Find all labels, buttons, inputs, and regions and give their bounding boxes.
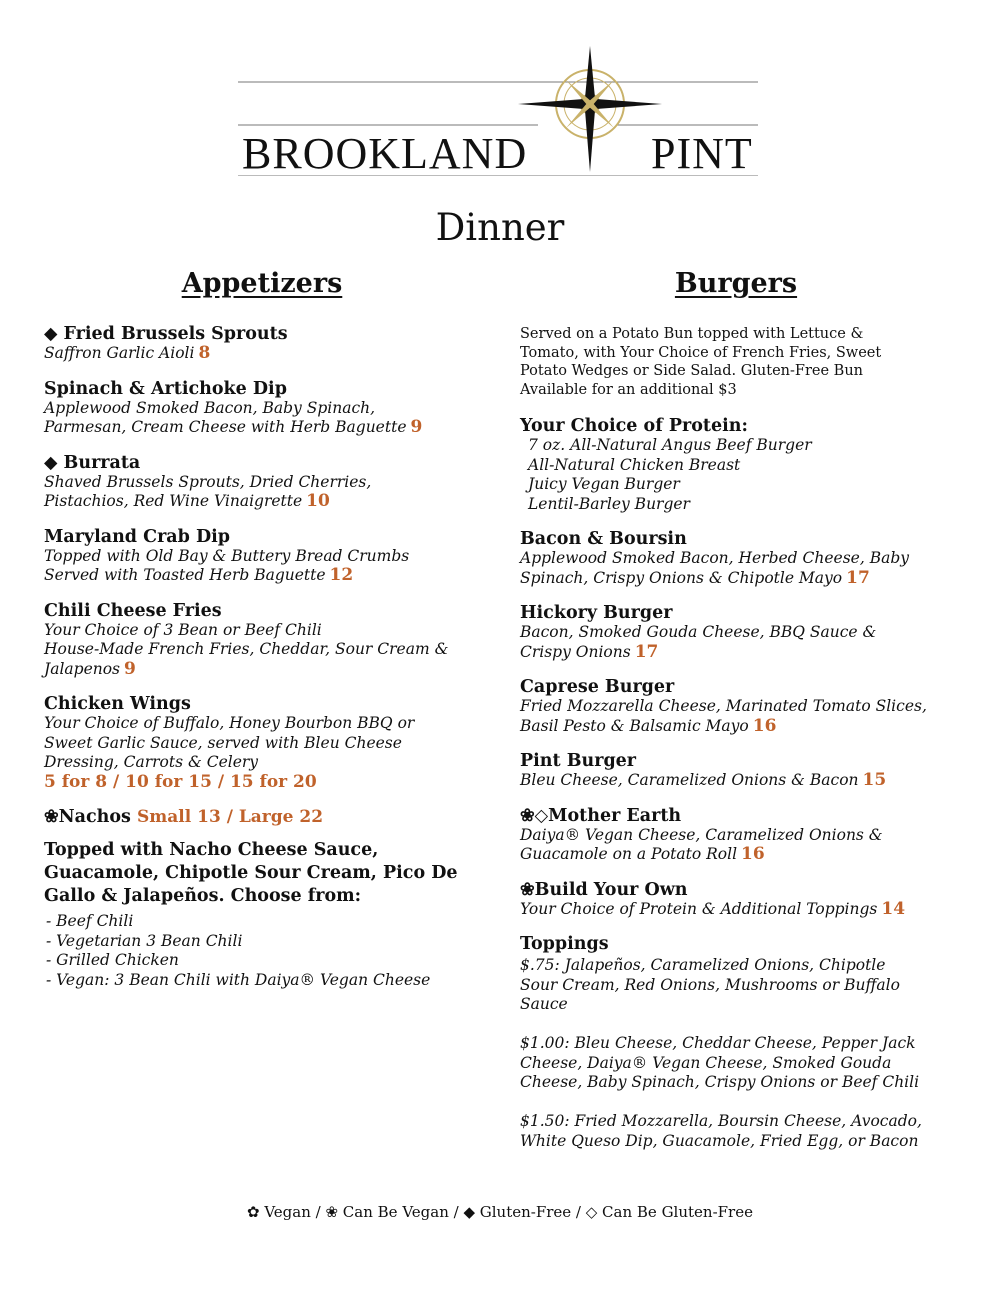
nachos-description: Topped with Nacho Cheese Sauce, Guacamole, Chipotle Sour Cream, Pico De Gallo & Jalapeños. Choose from: xyxy=(44,840,458,907)
protein-choices xyxy=(520,417,960,514)
item-name: ❀◇Mother Earth xyxy=(520,805,682,826)
item-price: 15 xyxy=(862,770,887,791)
item-name: ◆ Burrata xyxy=(44,452,141,473)
menu-item xyxy=(44,695,484,792)
item-description: Shaved Brussels Sprouts, Dried Cherries, Pistachios, Red Wine Vinaigrette 10 xyxy=(44,472,372,512)
item-price: Small 13 / Large 22 xyxy=(137,807,324,828)
item-name: Chicken Wings xyxy=(44,694,191,715)
item-price: 17 xyxy=(846,567,870,588)
item-name: ❀Build Your Own xyxy=(520,879,688,900)
item-price: 17 xyxy=(634,641,659,662)
list-item: - Vegan: 3 Bean Chili with Daiya® Vegan Cheese xyxy=(46,970,431,989)
item-description: Applewood Smoked Bacon, Baby Spinach, Parmesan, Cream Cheese with Herb Baguette 9 xyxy=(44,398,423,438)
burgers-column xyxy=(520,266,960,1171)
item-price: 9 xyxy=(410,417,423,438)
item-price: 16 xyxy=(752,715,777,736)
burgers-intro: Served on a Potato Bun topped with Lettuce & Tomato, with Your Choice of French Fries, Sweet Potato Wedges or Side Salad. Gluten-Free Bun Available for an additional $3 xyxy=(520,326,882,398)
item-name: Hickory Burger xyxy=(520,603,673,624)
menu-item xyxy=(520,881,960,920)
item-description: Fried Mozzarella Cheese, Marinated Tomato Slices, Basil Pesto & Balsamic Mayo 16 xyxy=(520,697,927,736)
menu-item xyxy=(520,530,960,588)
toppings-section xyxy=(520,935,960,1151)
item-description: Applewood Smoked Bacon, Herbed Cheese, Baby Spinach, Crispy Onions & Chipotle Mayo 17 xyxy=(520,549,910,588)
item-name: Spinach & Artichoke Dip xyxy=(44,378,287,399)
menu-item xyxy=(520,678,960,736)
nachos-item xyxy=(44,808,484,827)
item-name: Chili Cheese Fries xyxy=(44,600,222,621)
menu-item xyxy=(44,454,484,512)
item-description: Bacon, Smoked Gouda Cheese, BBQ Sauce & Crispy Onions 17 xyxy=(520,623,877,662)
list-item: 7 oz. All-Natural Angus Beef Burger xyxy=(528,436,812,455)
burgers-heading: Burgers xyxy=(674,268,798,299)
menu-item xyxy=(520,807,960,865)
item-price: 10 xyxy=(306,491,330,512)
item-name: Your Choice of Protein: xyxy=(520,416,748,437)
item-description: Your Choice of 3 Bean or Beef Chili House-Made French Fries, Cheddar, Sour Cream & Jalapenos 9 xyxy=(44,620,449,679)
item-description: Bleu Cheese, Caramelized Onions & Bacon 15 xyxy=(520,770,887,791)
page-title: Dinner xyxy=(435,206,565,249)
list-item: - Grilled Chicken xyxy=(46,951,179,970)
dietary-legend: ✿ Vegan / ❀ Can Be Vegan / ◆ Gluten-Free / ◇ Can Be Gluten-Free xyxy=(247,1203,753,1221)
appetizers-heading: Appetizers xyxy=(181,268,343,299)
item-name: Caprese Burger xyxy=(520,677,675,698)
item-description: Saffron Garlic Aioli 8 xyxy=(44,343,211,364)
menu-item xyxy=(44,325,484,364)
item-description: Your Choice of Buffalo, Honey Bourbon BBQ or Sweet Garlic Sauce, served with Bleu Cheese Dressing, Carrots & Celery 5 for 8 / 10 for 15 / 15 for 20 xyxy=(44,714,484,792)
item-name: ❀Nachos xyxy=(44,807,131,828)
toppings-block: $1.50: Fried Mozzarella, Boursin Cheese, Avocado, White Queso Dip, Guacamole, Fried Egg, or Bacon xyxy=(520,1112,922,1150)
item-price: 5 for 8 / 10 for 15 / 15 for 20 xyxy=(44,771,317,792)
menu-item xyxy=(44,602,484,680)
item-name: Bacon & Boursin xyxy=(520,529,687,550)
menu-item xyxy=(520,752,960,791)
brand-logo xyxy=(238,46,758,176)
toppings-block: $.75: Jalapeños, Caramelized Onions, Chipotle Sour Cream, Red Onions, Mushrooms or Buffalo Sauce xyxy=(520,956,900,1014)
item-price: 14 xyxy=(881,898,906,919)
list-item: - Vegetarian 3 Bean Chili xyxy=(46,931,243,950)
appetizers-column xyxy=(44,266,484,990)
item-name: Pint Burger xyxy=(520,751,637,772)
menu-item xyxy=(520,604,960,662)
item-description: Topped with Old Bay & Buttery Bread Crumbs Served with Toasted Herb Baguette 12 xyxy=(44,546,410,586)
brand-name-left: BROOKLAND xyxy=(242,129,528,178)
item-price: 9 xyxy=(124,658,136,679)
item-name: Toppings xyxy=(520,934,609,955)
nachos-choices xyxy=(44,912,484,990)
list-item: Juicy Vegan Burger xyxy=(528,475,680,494)
menu-item xyxy=(44,528,484,586)
item-name: ◆ Fried Brussels Sprouts xyxy=(44,324,288,345)
toppings-block: $1.00: Bleu Cheese, Cheddar Cheese, Pepper Jack Cheese, Daiya® Vegan Cheese, Smoked Gouda Cheese, Baby Spinach, Crispy Onions or Beef Chili xyxy=(520,1034,920,1092)
list-item: All-Natural Chicken Breast xyxy=(528,455,741,474)
menu-item xyxy=(44,380,484,438)
item-description: Your Choice of Protein & Additional Toppings 14 xyxy=(520,898,906,919)
list-item: Lentil-Barley Burger xyxy=(528,494,690,513)
item-price: 8 xyxy=(198,343,211,364)
item-name: Maryland Crab Dip xyxy=(44,526,231,547)
list-item: - Beef Chili xyxy=(46,912,134,931)
item-price: 12 xyxy=(329,565,354,586)
item-price: 16 xyxy=(741,844,765,865)
brand-name-right: PINT xyxy=(651,129,753,178)
item-description: Daiya® Vegan Cheese, Caramelized Onions & Guacamole on a Potato Roll 16 xyxy=(520,825,883,865)
